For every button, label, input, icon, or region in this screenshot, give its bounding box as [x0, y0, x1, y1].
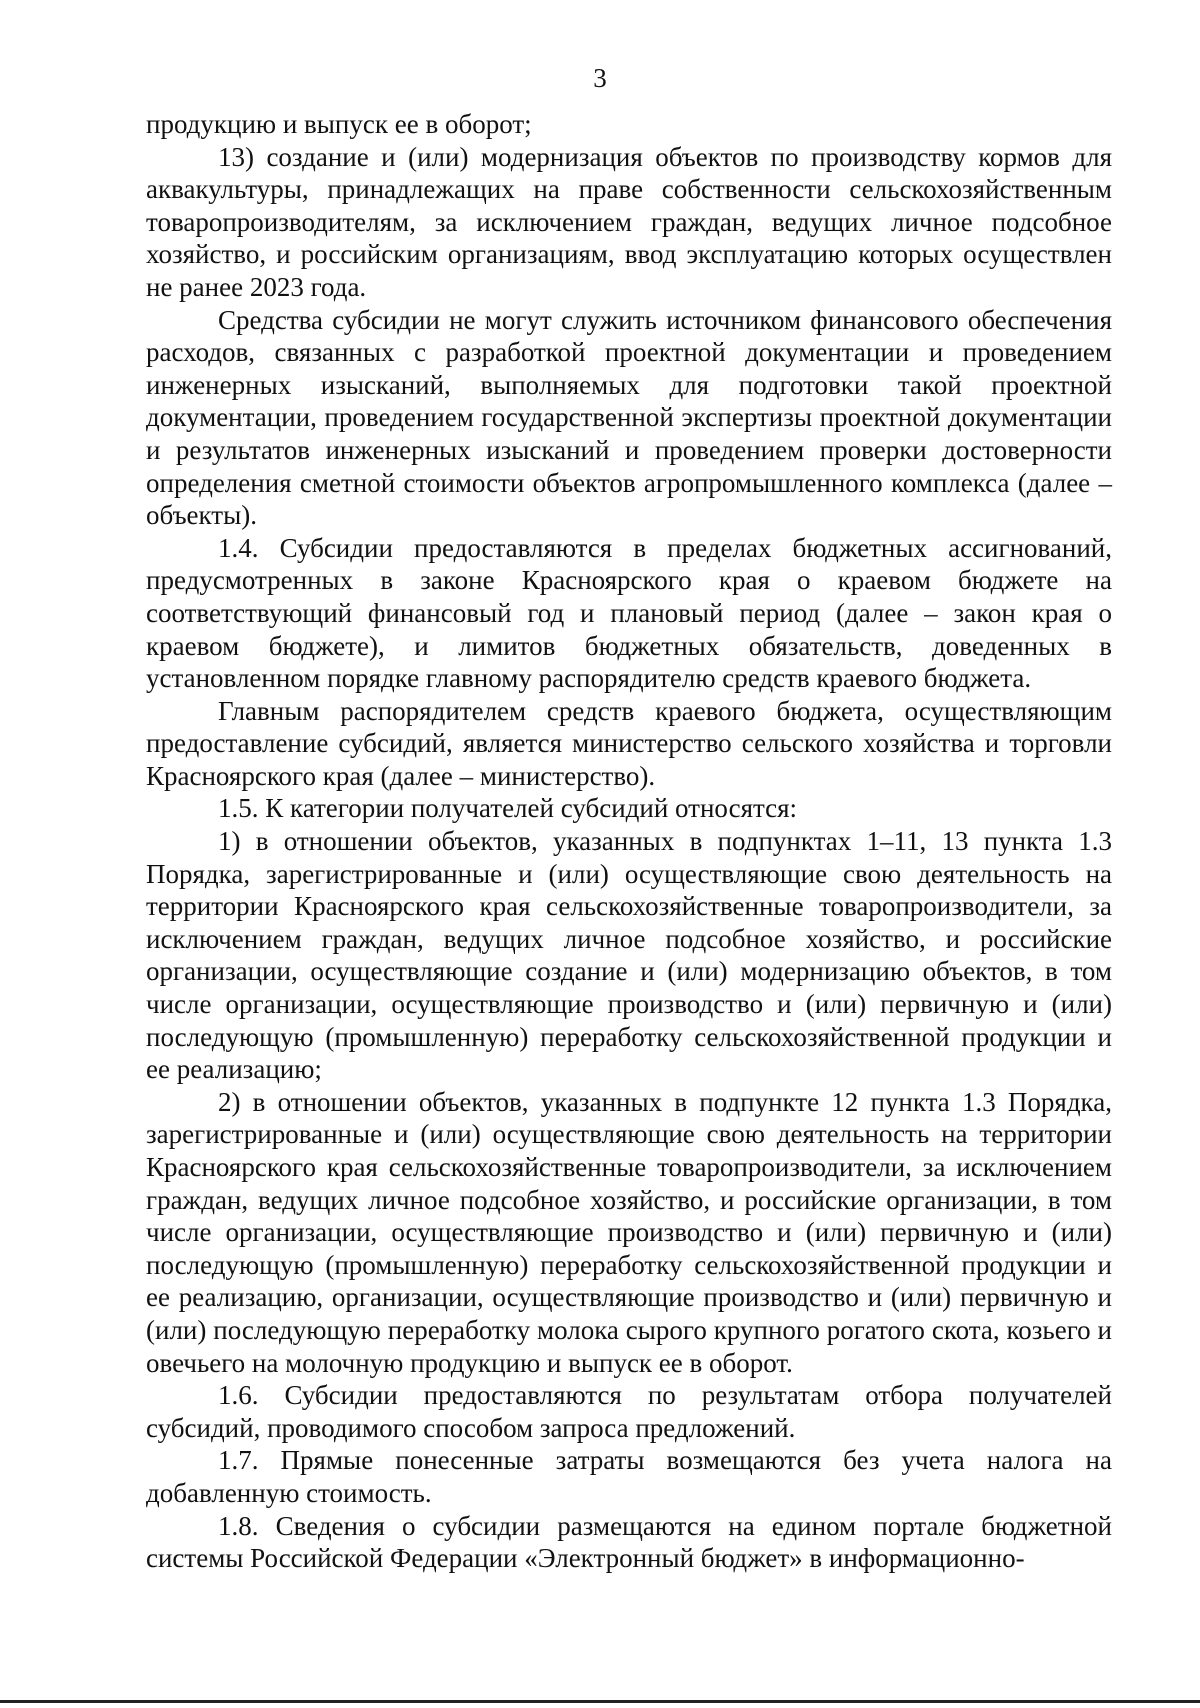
paragraph-item-13: 13) создание и (или) модернизация объектов по производству кормов для аквакультуры, принадлежащих на праве собственности сельскохозяйственным товаропроизводителям, за исключением граждан, ведущих личное подсобное хозяйство, и российским организациям, ввод эксплуатацию которых осуществлен не ранее 2023 года. [146, 141, 1112, 302]
paragraph-1-6: 1.6. Субсидии предоставляются по результатам отбора получателей субсидий, проводимого способом запроса предложений. [146, 1380, 1112, 1443]
scan-bottom-edge [0, 1700, 1200, 1703]
paragraph-1-5: 1.5. К категории получателей субсидий относятся: [218, 793, 798, 824]
page-number: 3 [593, 63, 607, 93]
paragraph-subsidy-restrictions: Средства субсидии не могут служить источником финансового обеспечения расходов, связанных с разработкой проектной документации и проведением инженерных изысканий, выполняемых для подготовки такой проектной документации, проведением государственной экспертизы проектной документации и результатов инженерных изысканий и проведением проверки достоверности определения сметной стоимости объектов агропромышленного комплекса (далее – объекты). [146, 304, 1112, 531]
paragraph-1-5-item-2: 2) в отношении объектов, указанных в подпункте 12 пункта 1.3 Порядка, зарегистрированные и (или) осуществляющие свою деятельность на территории Красноярского края сельскохозяйственные товаропроизводители, за исключением граждан, ведущих личное подсобное хозяйство, и российские организации, в том числе организации, осуществляющие производство и (или) первичную и (или) последующую (промышленную) переработку сельскохозяйственной продукции и ее реализацию, организации, осуществляющие производство и (или) первичную и (или) последующую переработку молока сырого крупного рогатого скота, козьего и овечьего на молочную продукцию и выпуск ее в оборот. [146, 1086, 1112, 1378]
paragraph-1-7: 1.7. Прямые понесенные затраты возмещаются без учета налога на добавленную стоимость. [146, 1445, 1112, 1508]
paragraph-1-8: 1.8. Сведения о субсидии размещаются на едином портале бюджетной системы Российской Федерации «Электронный бюджет» в информационно- [146, 1510, 1112, 1574]
paragraph-1-4: 1.4. Субсидии предоставляются в пределах бюджетных ассигнований, предусмотренных в законе Красноярского края о краевом бюджете на соответствующий финансовый год и плановый период (далее – закон края о краевом бюджете), и лимитов бюджетных обязательств, доведенных в установленном порядке главному распорядителю средств краевого бюджета. [146, 532, 1112, 694]
paragraph-main-administrator: Главным распорядителем средств краевого бюджета, осуществляющим предоставление субсидий, является министерство сельского хозяйства и торговли Красноярского края (далее – министерство). [146, 695, 1112, 791]
document-body [146, 108, 1112, 1575]
paragraph-1-5-item-1: 1) в отношении объектов, указанных в подпунктах 1–11, 13 пункта 1.3 Порядка, зарегистрированные и (или) осуществляющие свою деятельность на территории Красноярского края сельскохозяйственные товаропроизводители, за исключением граждан, ведущих личное подсобное хозяйство, и российские организации, осуществляющие создание и (или) модернизацию объектов, в том числе организации, осуществляющие производство и (или) первичную и (или) последующую (промышленную) переработку сельскохозяйственной продукции и ее реализацию; [146, 826, 1112, 1085]
paragraph-continuation: продукцию и выпуск ее в оборот; [146, 109, 532, 139]
